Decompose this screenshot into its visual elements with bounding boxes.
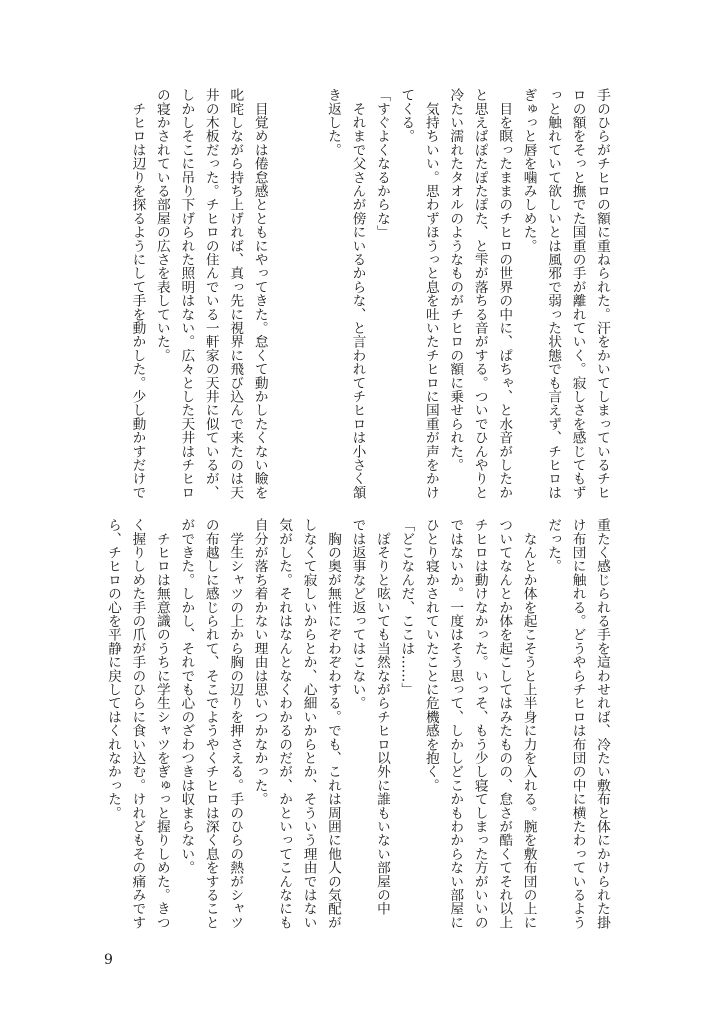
text-line: 手のひらがチヒロの額に重ねられた。汗をかいてしまっているチヒ [594, 88, 610, 499]
text-line [272, 88, 296, 502]
text-line: 学生シャツの上から胸の辺りを押さえる。手のひらの熱がシャツ [227, 518, 244, 929]
text-line: の布越しに感じられて、そこでようやくチヒロは深く息をすること [202, 518, 219, 929]
text-line: ら、チヒロの心を平静に戻してはくれなかった。 [104, 518, 121, 820]
text-line: ぎゅっと唇を噛みしめた。 [520, 88, 537, 253]
text-line: てくる。 [398, 88, 415, 143]
text-line: しなくて寂しいからとか、心細いからとか、そういう理由ではない [300, 518, 317, 929]
text-line: チヒロは辺りを探るようにして手を動かした。少し動かすだけで [129, 88, 146, 499]
text-line: チヒロは動けなかった。いっそ、もう少し寝てしまった方がいいの [471, 518, 488, 929]
text-line: だった。 [545, 518, 562, 573]
text-line: 「すぐよくなるからな」 [373, 88, 390, 239]
text-line: 気がした。それはなんとなくわかるのだが、かといってこんなにも [276, 518, 293, 929]
text-line: っと触れていて欲しいとは風邪で弱った状態でも言えず、チヒロは [545, 88, 562, 499]
text-line: く握りしめた手の爪が手のひらに食い込む。けれどもその痛みです [129, 518, 146, 929]
text-line: き返した。 [325, 88, 342, 157]
text-line [296, 88, 320, 502]
text-line: なんとか体を起こそうと上半身に力を入れる。腕を敷布団の上に [520, 518, 537, 929]
text-line: チヒロは無意識のうちに学生シャツをぎゅっと握りしめた。きつ [153, 518, 170, 929]
text-line: 胸の奥が無性にぞわぞわする。でも、これは周囲に他人の気配が [325, 518, 342, 929]
page-number: 9 [104, 952, 113, 968]
text-line: ぽそりと呟いても当然ながらチヒロ以外に誰もいない部屋の中 [373, 518, 390, 916]
text-line: け布団に触れる。どうやらチヒロは布団の中に横たわっているよう [569, 518, 586, 929]
text-line: それまで父さんが傍にいるからな、と言われてチヒロは小さく頷 [349, 88, 366, 499]
text-block-bottom [100, 518, 614, 932]
text-line: 叱咤しながら持ち上げれば、真っ先に視界に飛び込んで来たのは天 [227, 88, 244, 499]
text-line: 気持ちいい。思わずほうっと息を吐いたチヒロに国重が声をかけ [422, 88, 439, 499]
text-line: 重たく感じられる手を這わせれば、冷たい敷布と体にかけられた掛 [594, 518, 610, 929]
text-line: 目覚めは倦怠感とともにやってきた。怠くて動かしたくない瞼を [251, 88, 268, 499]
text-line: ついてなんとか体を起こしてはみたものの、怠さが酷くてそれ以上 [496, 518, 513, 929]
text-line: 自分が落ち着かない理由は思いつかなかった。 [251, 518, 268, 806]
text-line: の寝かされている部屋の広さを表していた。 [153, 88, 170, 362]
text-line: ができた。しかし、それでも心のざわつきは収まらない。 [178, 518, 195, 875]
text-line: では返事など返ってはこない。 [349, 518, 366, 710]
text-line: しかしそこに吊り下げられた照明はない。広々とした天井はチヒロ [178, 88, 195, 499]
text-line: と思えばぽたぽたぽた、と雫が落ちる音がする。ついでひんやりと [471, 88, 488, 499]
text-line: ひとり寝かされていたことに危機感を抱く。 [422, 518, 439, 792]
text-line: ではないか。一度はそう思って、しかしどこかもわからない部屋に [447, 518, 464, 929]
text-line: ロの額をそっと撫でた国重の手が離れていく。寂しさを感じてもず [569, 88, 586, 499]
text-block-top [100, 88, 614, 502]
text-line: 目を瞑ったままのチヒロの世界の中に、ぱちゃ、と水音がしたか [496, 88, 513, 499]
text-line: 「どこなんだ、ここは……」 [398, 518, 415, 697]
text-line: 冷たい濡れたタオルのようなものがチヒロの額に乗せられた。 [447, 88, 464, 472]
text-line: 井の木板だった。チヒロの住んでいる一軒家の天井に似ているが、 [202, 88, 219, 499]
